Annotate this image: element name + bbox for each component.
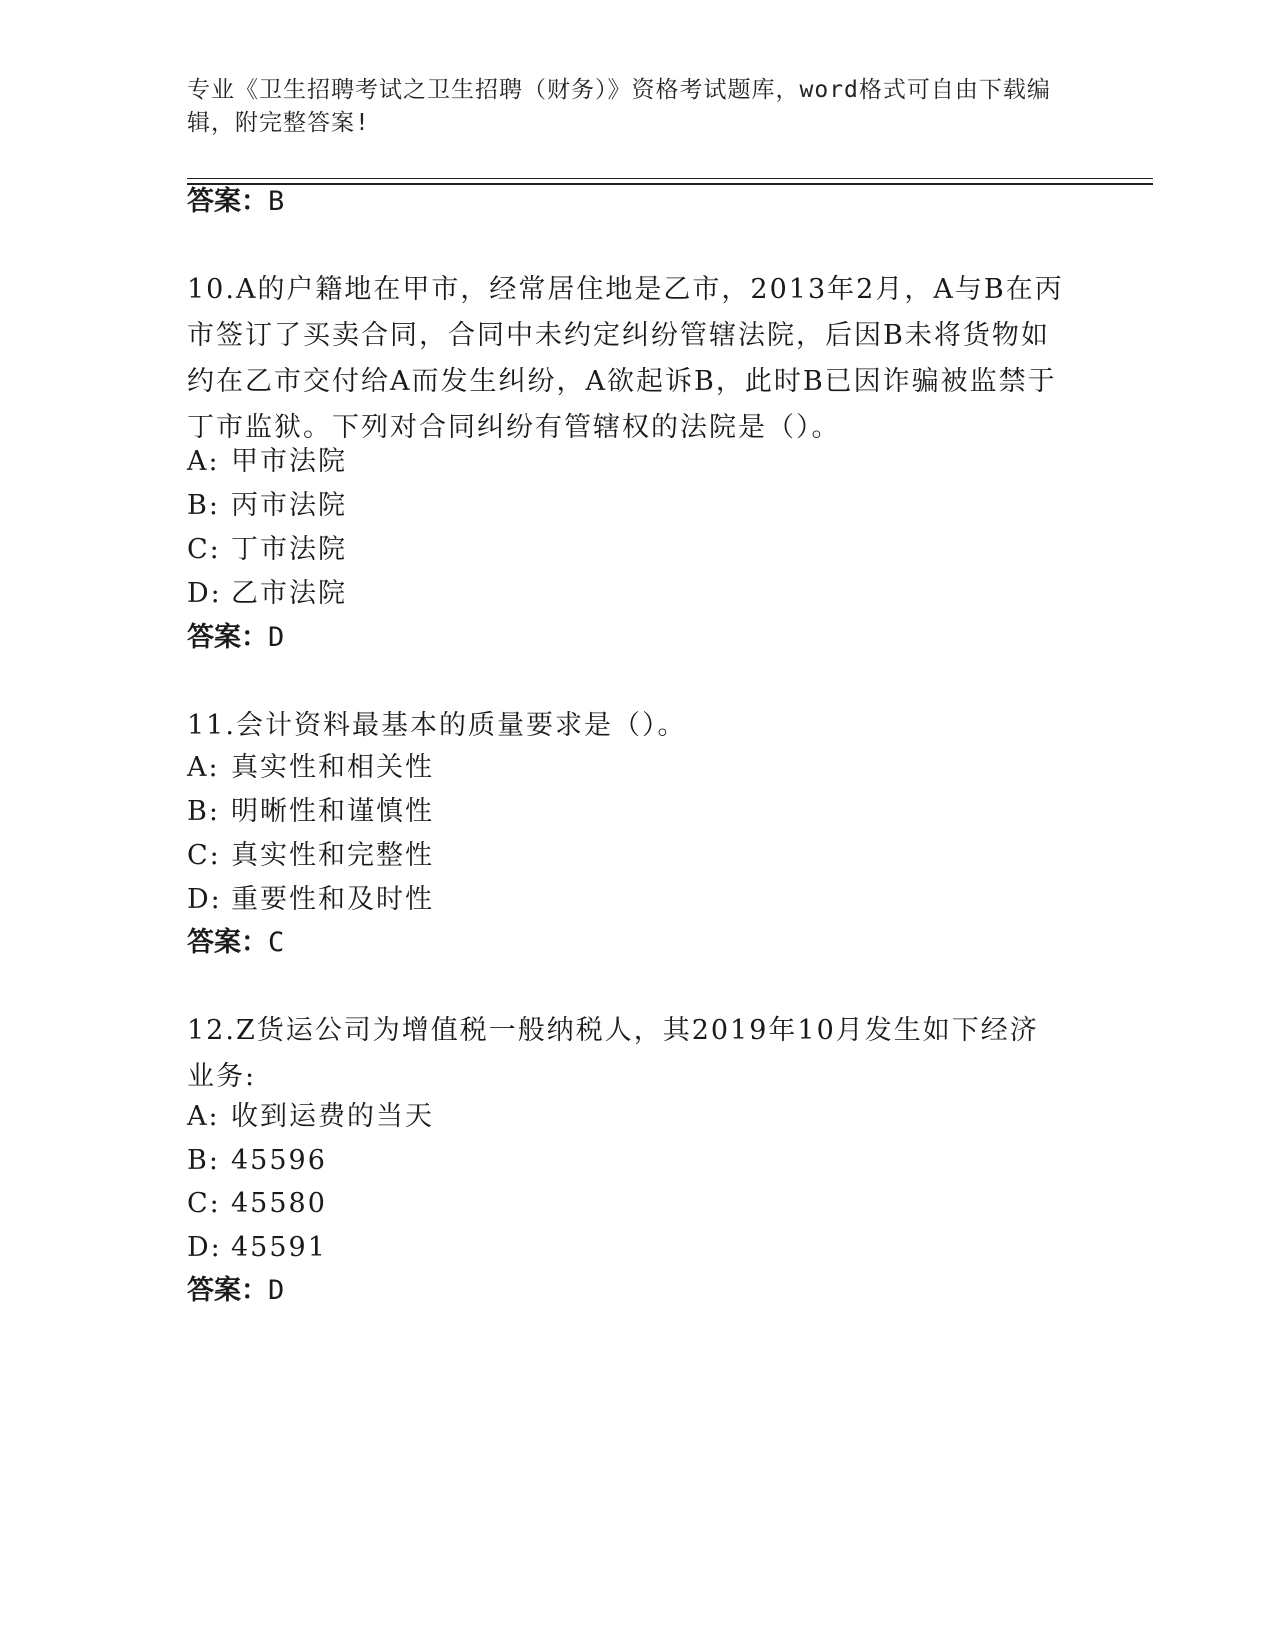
option-text: 收到运费的当天 — [231, 1101, 434, 1132]
option-key: D: — [187, 578, 222, 609]
question-11-option-b — [187, 794, 434, 830]
question-10-stem: 10.A的户籍地在甲市，经常居住地是乙市，2013年2月，A与B在丙市签订了买卖合同，合同中未约定纠纷管辖法院，后因B未将货物如约在乙市交付给A而发生纠纷，A欲起诉B，此时B已因诈骗被监禁于丁市监狱。下列对合同纠纷有管辖权的法院是（）。 — [187, 274, 1064, 443]
header-rule-thick — [187, 183, 1153, 185]
option-key: A: — [187, 752, 220, 783]
question-12-option-c — [187, 1186, 327, 1222]
option-text: 真实性和相关性 — [231, 752, 434, 783]
option-text: 明晰性和谨慎性 — [231, 796, 434, 827]
option-text: 丁市法院 — [231, 534, 347, 565]
option-text: 45591 — [231, 1232, 327, 1263]
question-11-option-d — [187, 882, 434, 918]
header-rule-thin — [187, 178, 1153, 179]
answer-line — [187, 184, 284, 220]
question-10-option-c — [187, 532, 347, 568]
option-key: C: — [187, 534, 221, 565]
option-text: 45596 — [231, 1145, 327, 1176]
option-key: C: — [187, 1188, 221, 1219]
option-key: A: — [187, 1101, 220, 1132]
question-10-option-b — [187, 488, 347, 524]
header-note: 专业《卫生招聘考试之卫生招聘（财务）》资格考试题库，word格式可自由下载编辑，附完整答案! — [187, 77, 1051, 136]
answer-label: 答案： — [187, 1275, 268, 1306]
option-text: 丙市法院 — [231, 490, 347, 521]
question-12-option-b — [187, 1143, 327, 1179]
answer-label: 答案： — [187, 186, 268, 217]
question-12-answer — [187, 1273, 284, 1309]
option-text: 重要性和及时性 — [231, 884, 434, 915]
question-11-option-a — [187, 750, 434, 786]
answer-value: C — [268, 927, 285, 958]
question-11-stem: 11.会计资料最基本的质量要求是（）。 — [187, 710, 687, 741]
option-key: D: — [187, 1232, 222, 1263]
question-12-stem: 12.Z货运公司为增值税一般纳税人，其2019年10月发生如下经济业务: — [187, 1015, 1039, 1092]
question-10-option-d — [187, 576, 347, 612]
option-text: 真实性和完整性 — [231, 840, 434, 871]
answer-label: 答案： — [187, 622, 268, 653]
answer-value: D — [268, 622, 285, 653]
question-10-option-a — [187, 444, 347, 480]
option-key: A: — [187, 446, 220, 477]
answer-label: 答案： — [187, 927, 268, 958]
option-key: C: — [187, 840, 221, 871]
question-10-answer — [187, 620, 284, 656]
answer-value: D — [268, 1275, 285, 1306]
option-text: 乙市法院 — [231, 578, 347, 609]
question-11-answer — [187, 925, 284, 961]
option-key: B: — [187, 1145, 220, 1176]
option-text: 45580 — [231, 1188, 327, 1219]
option-key: B: — [187, 796, 220, 827]
question-12-option-a — [187, 1099, 434, 1135]
option-text: 甲市法院 — [231, 446, 347, 477]
answer-value: B — [268, 186, 285, 217]
question-12-option-d — [187, 1230, 327, 1266]
question-11-option-c — [187, 838, 434, 874]
option-key: B: — [187, 490, 220, 521]
option-key: D: — [187, 884, 222, 915]
